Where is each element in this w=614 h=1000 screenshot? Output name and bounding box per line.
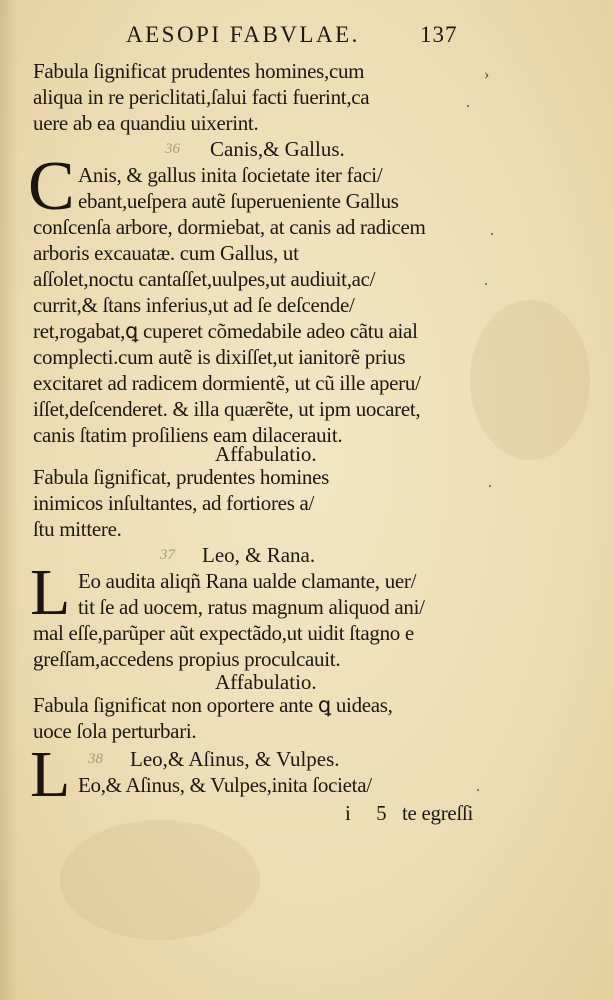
paper-stain — [470, 300, 590, 460]
paper-stain — [60, 820, 260, 940]
fable-number-mark: 38 — [88, 751, 103, 767]
text-line: iſſet,deſcenderet. & illa quærẽte, ut ipm uocaret, — [33, 397, 421, 421]
text-line: complecti.cum autẽ is dixiſſet,ut ianitorẽ prius — [33, 345, 406, 369]
text-line: aliqua in re periclitati,ſalui facti fuerint,ca — [33, 85, 370, 109]
fable-title: Leo, & Rana. — [202, 543, 316, 567]
catchword: te egreſſi — [402, 801, 474, 825]
text-line: inimicos inſultantes, ad fortiores a/ — [33, 491, 315, 515]
page-edge-shadow — [0, 0, 18, 1000]
margin-mark: . — [490, 222, 494, 239]
moral-heading: Affabulatio. — [215, 442, 317, 466]
text-line: mal eſſe,parũper aũt expectãdo,ut uidit ſtagno e — [33, 621, 414, 645]
signature-mark: i 5 — [345, 801, 397, 825]
running-title: AESOPI FABVLAE. — [126, 22, 360, 47]
drop-capital: L — [30, 556, 71, 629]
text-line: Fabula ſignificat, prudentes homines — [33, 465, 329, 489]
text-line: Anis, & gallus inita ſocietate iter faci/ — [78, 163, 383, 187]
text-line: Fabula ſignificat non oportere ante ꝗ uideas, — [33, 693, 393, 717]
text-line: aſſolet,noctu cantaſſet,uulpes,ut audiuit,ac/ — [33, 267, 376, 291]
text-line: ret,rogabat,ꝗ cuperet cõmedabile adeo cãtu aial — [33, 319, 418, 343]
fable-title: Leo,& Aſinus, & Vulpes. — [130, 747, 340, 771]
margin-mark: . — [476, 778, 480, 795]
text-line: uoce ſola perturbari. — [33, 719, 197, 743]
text-line: conſcenſa arbore, dormiebat, at canis ad radicem — [33, 215, 426, 239]
moral-heading: Affabulatio. — [215, 670, 317, 694]
folio-number: 137 — [420, 22, 458, 47]
drop-capital: C — [28, 148, 75, 225]
text-line: canis ſtatim proſiliens eam dilacerauit. — [33, 423, 343, 447]
drop-capital: L — [30, 738, 71, 811]
text-line: excitaret ad radicem dormientẽ, ut cũ ille aperu/ — [33, 371, 421, 395]
margin-mark: . — [466, 94, 470, 111]
margin-mark: . — [488, 474, 492, 491]
text-line: ebant,ueſpera autẽ ſuperueniente Gallus — [78, 189, 399, 213]
margin-mark: . — [484, 272, 488, 289]
text-line: ſtu mittere. — [33, 517, 122, 541]
text-line: greſſam,accedens propius proculcauit. — [33, 647, 341, 671]
fable-title: Canis,& Gallus. — [210, 137, 345, 161]
text-line: Eo audita aliqñ Rana ualde clamante, uer/ — [78, 569, 417, 593]
fable-number-mark: 36 — [165, 141, 180, 157]
text-line: arboris excauatæ. cum Gallus, ut — [33, 241, 299, 265]
text-line: uere ab ea quandiu uixerint. — [33, 111, 259, 135]
text-line: tit ſe ad uocem, ratus magnum aliquod ani/ — [78, 595, 425, 619]
text-line: Eo,& Aſinus, & Vulpes,inita ſocieta/ — [78, 773, 372, 797]
margin-mark: › — [484, 66, 490, 83]
text-line: currit,& ſtans inferius,ut ad ſe deſcende/ — [33, 293, 355, 317]
fable-number-mark: 37 — [160, 547, 175, 563]
text-line: Fabula ſignificat prudentes homines,cum — [33, 59, 365, 83]
